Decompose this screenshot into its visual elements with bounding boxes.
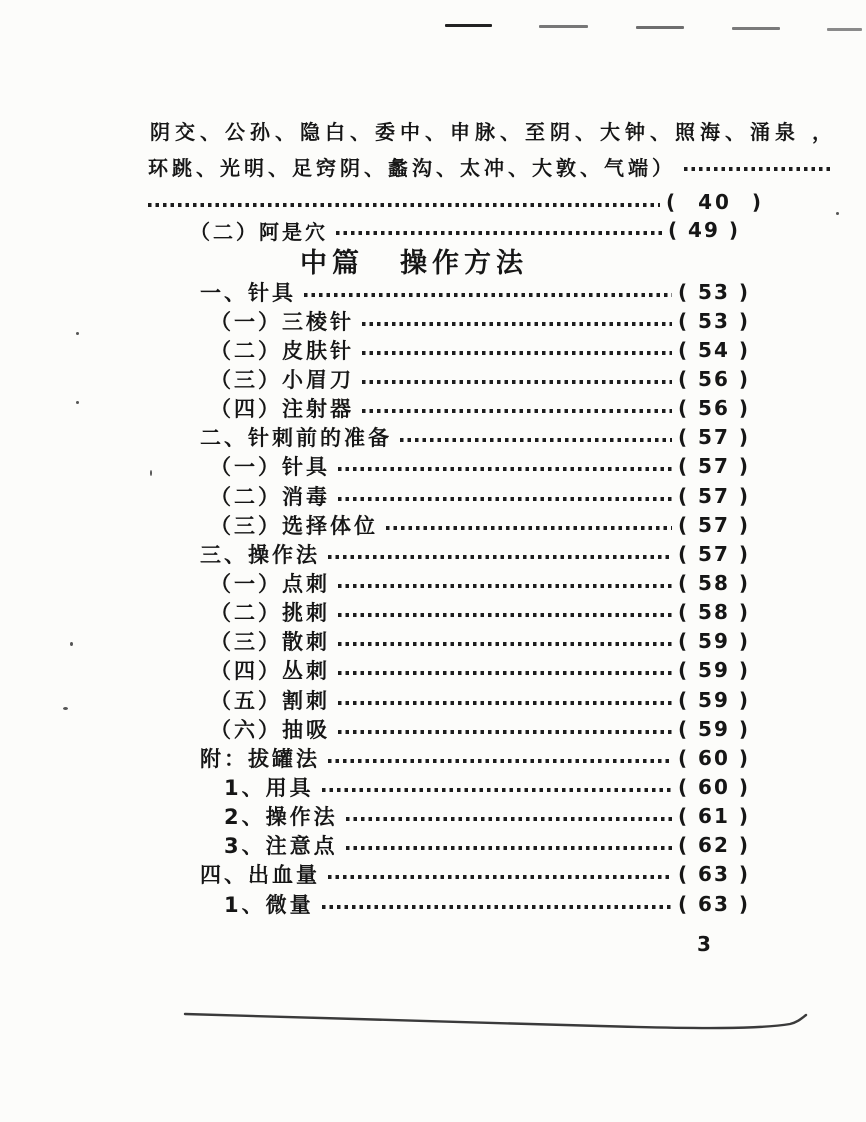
toc-entry-page: ( 56 ) xyxy=(677,396,750,421)
dot-leader xyxy=(346,817,672,821)
toc-entry-label: 2、操作法 xyxy=(224,805,338,830)
toc-entry-page: ( 59 ) xyxy=(677,658,750,683)
toc-entry-label: （三）散刺 xyxy=(210,630,330,655)
toc-entry xyxy=(148,802,750,831)
toc-entry-label: （一）针具 xyxy=(210,455,330,480)
toc-entry-label: （一）点刺 xyxy=(210,571,330,596)
toc-entry-page: ( 60 ) xyxy=(677,745,750,770)
toc-entry xyxy=(148,889,750,918)
toc-entry-label: 3、注意点 xyxy=(224,834,338,859)
toc-entry-page: ( 57 ) xyxy=(677,512,750,537)
section-heading xyxy=(300,241,528,280)
toc-entry-ashi-point xyxy=(190,217,740,243)
toc-entry-label: （四）丛刺 xyxy=(210,659,330,684)
section-heading-title: 操作方法 xyxy=(400,248,528,279)
toc-entry xyxy=(148,364,750,393)
toc-entry xyxy=(148,568,750,597)
toc-entry xyxy=(148,772,750,801)
toc-entry-page: ( 63 ) xyxy=(677,862,750,887)
toc-entry-label: （三）选择体位 xyxy=(210,513,378,538)
toc-entry-page: ( 56 ) xyxy=(677,366,750,391)
toc-entry xyxy=(148,831,750,860)
dot-leader xyxy=(328,555,672,559)
toc-entry-page: ( 62 ) xyxy=(677,833,750,858)
toc-entry-label: （二）阿是穴 xyxy=(190,219,328,244)
page-number: 3 xyxy=(697,932,711,956)
scan-dash xyxy=(636,26,684,29)
scan-speck xyxy=(76,332,79,335)
toc-entry-page: ( 59 ) xyxy=(677,716,750,741)
toc-entry-label: 三、操作法 xyxy=(200,542,320,567)
dot-leader xyxy=(304,293,672,297)
toc-entry-label: （二）挑刺 xyxy=(210,601,330,626)
toc-entry xyxy=(148,743,750,772)
toc-entry-page: ( 59 ) xyxy=(677,687,750,712)
dot-leader xyxy=(322,788,672,792)
toc-entry xyxy=(148,306,750,335)
dot-leader xyxy=(362,351,672,355)
toc-entry-label: 附：拔罐法 xyxy=(200,746,320,771)
dot-leader xyxy=(386,526,672,530)
toc-entry-label: （二）皮肤针 xyxy=(210,338,354,363)
scan-speck xyxy=(70,642,73,646)
toc-entry-label: （六）抽吸 xyxy=(210,717,330,742)
toc-entry xyxy=(148,714,750,743)
scan-dash xyxy=(732,27,780,30)
toc-entry xyxy=(148,860,750,889)
toc-entry-page: ( 61 ) xyxy=(677,804,750,829)
toc-entry xyxy=(148,510,750,539)
toc-entry-label: 1、微量 xyxy=(224,892,314,917)
dot-leader xyxy=(684,167,830,171)
toc-entry xyxy=(148,656,750,685)
dot-leader xyxy=(322,905,672,909)
scan-speck xyxy=(150,470,152,476)
toc-entry-page: ( 57 ) xyxy=(677,454,750,479)
dot-leader xyxy=(362,409,672,413)
toc-entry-label: 一、针具 xyxy=(200,280,296,305)
toc-entry-page: ( 57 ) xyxy=(677,425,750,450)
toc-entry xyxy=(148,598,750,627)
scan-speck xyxy=(63,707,68,710)
runover-dots-line xyxy=(148,189,764,215)
toc-list xyxy=(148,277,750,918)
scan-artifact-line xyxy=(160,1000,816,1040)
scan-dash xyxy=(539,25,588,28)
toc-entry-page: ( 59 ) xyxy=(677,629,750,654)
toc-entry-page: ( 57 ) xyxy=(677,541,750,566)
toc-entry-page: ( 58 ) xyxy=(677,570,750,595)
dot-leader xyxy=(148,203,660,207)
toc-entry-label: （五）割刺 xyxy=(210,688,330,713)
scan-speck xyxy=(76,401,79,404)
dot-leader xyxy=(338,671,672,675)
toc-entry-label: 1、用具 xyxy=(224,775,314,800)
toc-entry xyxy=(148,539,750,568)
toc-entry-label: （二）消毒 xyxy=(210,484,330,509)
toc-entry xyxy=(148,277,750,306)
toc-entry-page: ( 60 ) xyxy=(677,774,750,799)
dot-leader xyxy=(338,497,672,501)
toc-entry-page: ( 40 ) xyxy=(666,190,764,214)
toc-entry-page: ( 57 ) xyxy=(677,483,750,508)
dot-leader xyxy=(400,438,672,442)
acupoint-list-line-2 xyxy=(148,153,836,179)
section-heading-part: 中篇 xyxy=(300,248,364,279)
dot-leader xyxy=(362,380,672,384)
scan-dash xyxy=(827,28,862,31)
dot-leader xyxy=(328,759,672,763)
dot-leader xyxy=(328,875,672,879)
toc-entry-page: ( 53 ) xyxy=(677,308,750,333)
toc-entry xyxy=(148,335,750,364)
toc-entry xyxy=(148,481,750,510)
acupoint-list-line-2-text: 环跳、光明、足窍阴、蠡沟、太冲、大敦、气端） xyxy=(148,155,676,180)
dot-leader xyxy=(338,613,672,617)
toc-entry-label: （三）小眉刀 xyxy=(210,368,354,392)
dot-leader xyxy=(362,322,672,326)
dot-leader xyxy=(338,467,672,471)
dot-leader xyxy=(338,701,672,705)
toc-entry-page: ( 63 ) xyxy=(677,891,750,916)
toc-entry-label: 四、出血量 xyxy=(200,863,320,888)
dot-leader xyxy=(338,584,672,588)
toc-entry xyxy=(148,452,750,481)
dot-leader xyxy=(336,231,662,235)
dot-leader xyxy=(338,730,672,734)
dot-leader xyxy=(346,846,672,850)
toc-entry xyxy=(148,423,750,452)
toc-entry xyxy=(148,627,750,656)
acupoint-list-line-1: 阴交、公孙、隐白、委中、申脉、至阴、大钟、照海、涌泉 ， xyxy=(150,120,837,144)
toc-entry-page: ( 49 ) xyxy=(667,218,740,242)
toc-entry xyxy=(148,685,750,714)
toc-entry-label: （一）三棱针 xyxy=(210,309,354,334)
scan-dash xyxy=(445,24,492,27)
toc-entry xyxy=(148,394,750,423)
toc-entry-page: ( 58 ) xyxy=(677,600,750,625)
toc-entry-label: （四）注射器 xyxy=(210,397,354,422)
scan-speck xyxy=(836,212,839,215)
toc-entry-page: ( 54 ) xyxy=(677,337,750,362)
dot-leader xyxy=(338,642,672,646)
toc-entry-page: ( 53 ) xyxy=(677,279,750,304)
toc-entry-label: 二、针刺前的准备 xyxy=(200,426,392,451)
